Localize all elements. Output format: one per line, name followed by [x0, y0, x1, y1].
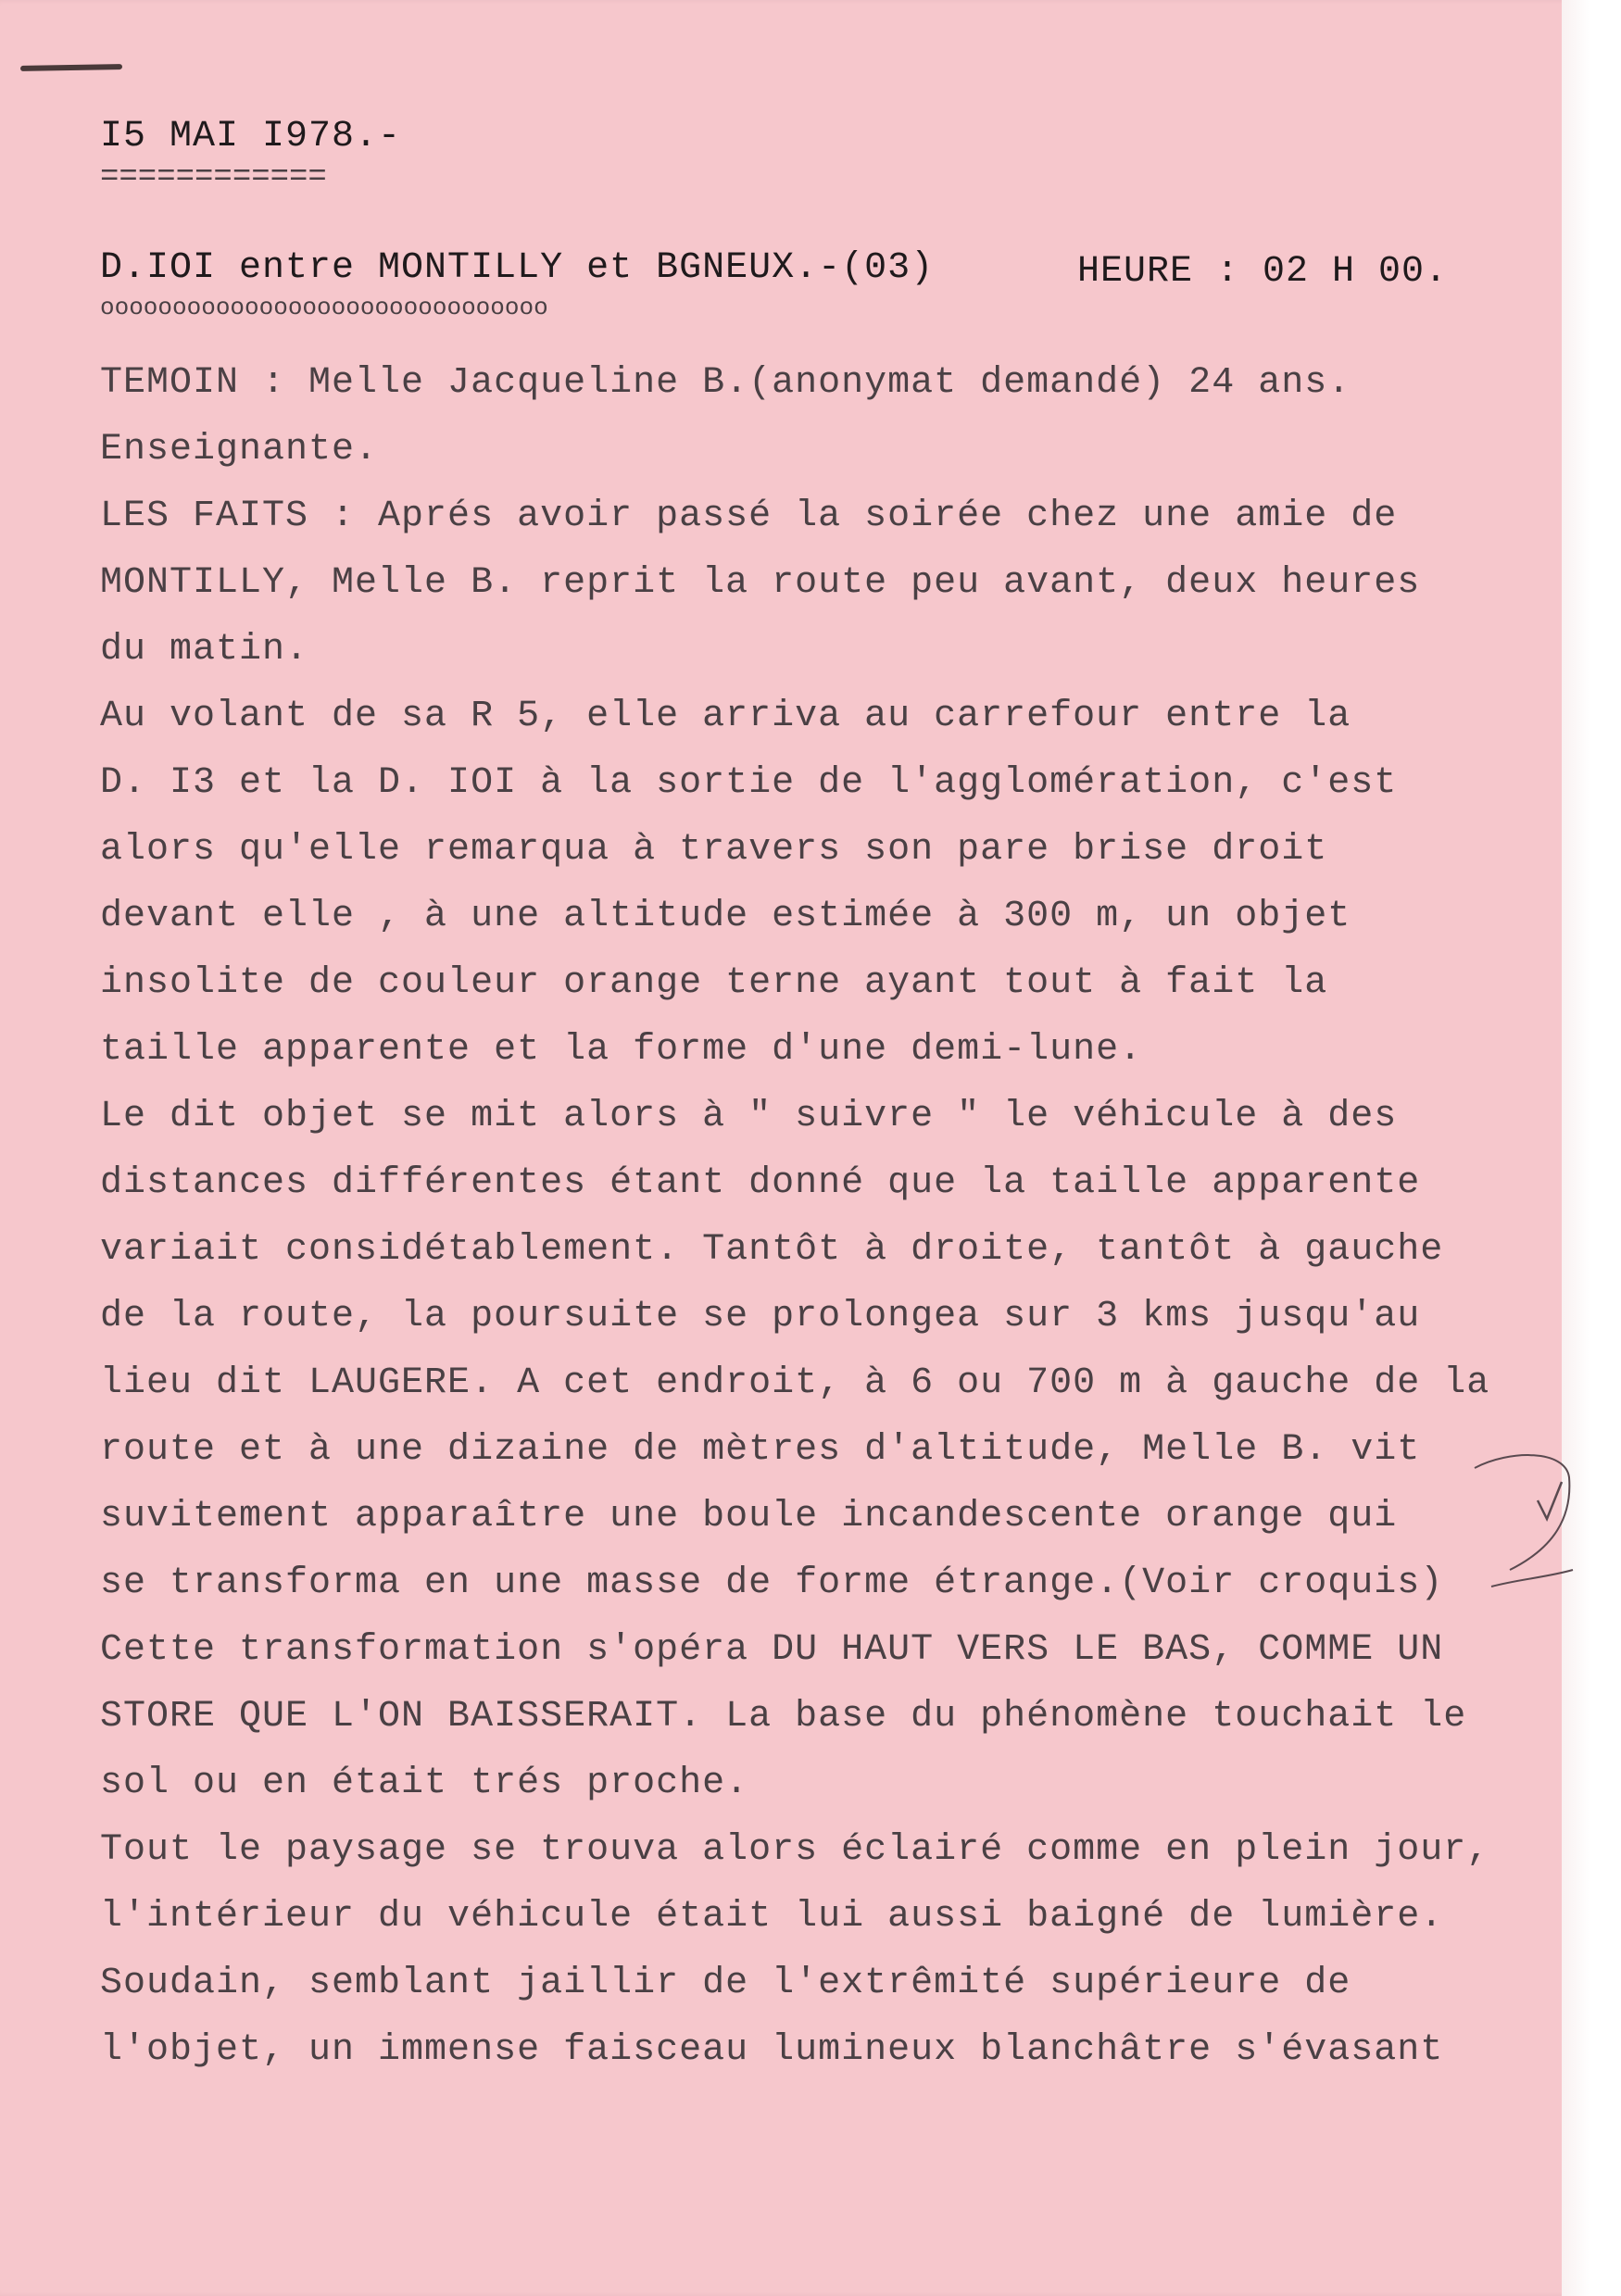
text-line: du matin.	[100, 629, 309, 671]
text-line: STORE QUE L'ON BAISSERAIT. La base du phénomène touchait le	[100, 1696, 1467, 1738]
text-line: se transforma en une masse de forme étrange.(Voir croquis)	[100, 1562, 1444, 1604]
text-line: variait considétablement. Tantôt à droite, tantôt à gauche	[100, 1229, 1444, 1271]
text-line: l'intérieur du véhicule était lui aussi baigné de lumière.	[100, 1896, 1444, 1938]
text-line: l'objet, un immense faisceau lumineux blanchâtre s'évasant	[100, 2029, 1444, 2071]
text-line: lieu dit LAUGERE. A cet endroit, à 6 ou 700 m à gauche de la	[100, 1362, 1490, 1404]
text-line: Tout le paysage se trouva alors éclairé comme en plein jour,	[100, 1829, 1490, 1871]
text-line: D. I3 et la D. IOI à la sortie de l'agglomération, c'est	[100, 762, 1398, 804]
text-line: TEMOIN : Melle Jacqueline B.(anonymat demandé) 24 ans.	[100, 362, 1351, 404]
text-line: distances différentes étant donné que la taille apparente	[100, 1162, 1421, 1204]
text-line: devant elle , à une altitude estimée à 300 m, un objet	[100, 896, 1351, 937]
location-underline: ooooooooooooooooooooooooooooooo	[100, 294, 548, 321]
report-location: D.IOI entre MONTILLY et BGNEUX.-(03)	[100, 247, 935, 289]
text-line: taille apparente et la forme d'une demi-lune.	[100, 1029, 1143, 1071]
text-line: insolite de couleur orange terne ayant tout à fait la	[100, 962, 1328, 1004]
text-line: Au volant de sa R 5, elle arriva au carrefour entre la	[100, 696, 1351, 737]
handwritten-check-mark	[1473, 1449, 1575, 1588]
report-date: I5 MAI I978.-	[100, 116, 402, 157]
typed-report	[100, 109, 1573, 2071]
text-line: Le dit objet se mit alors à " suivre " le véhicule à des	[100, 1096, 1398, 1137]
text-line: sol ou en était trés proche.	[100, 1763, 749, 1804]
text-line: alors qu'elle remarqua à travers son pare brise droit	[100, 829, 1328, 871]
text-line: Soudain, semblant jaillir de l'extrêmité supérieure de	[100, 1963, 1351, 2004]
text-line: Enseignante.	[100, 429, 379, 470]
text-line: Cette transformation s'opéra DU HAUT VERS LE BAS, COMME UN	[100, 1629, 1444, 1671]
date-underline: ============	[100, 160, 327, 195]
text-line: suvitement apparaître une boule incandescente orange qui	[100, 1496, 1398, 1537]
text-line: route et à une dizaine de mètres d'altitude, Melle B. vit	[100, 1429, 1421, 1471]
text-line: LES FAITS : Aprés avoir passé la soirée chez une amie de	[100, 496, 1398, 537]
text-line: de la route, la poursuite se prolongea sur 3 kms jusqu'au	[100, 1296, 1421, 1337]
text-line: MONTILLY, Melle B. reprit la route peu avant, deux heures	[100, 562, 1421, 604]
report-time: HEURE : 02 H 00.	[1077, 251, 1449, 293]
